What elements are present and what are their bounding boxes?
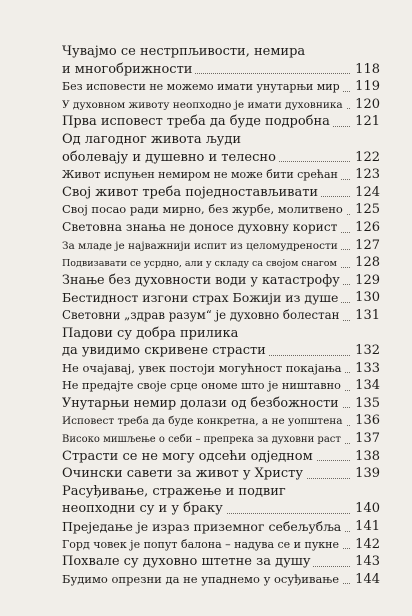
toc-entry-page-number: 137 [352, 430, 380, 448]
toc-entry-title: Исповест треба да буде конкретна, а не уопштена [62, 415, 346, 427]
toc-entry [62, 307, 380, 325]
toc-entry-title: Свој посао ради мирно, без журбе, молитвено [62, 202, 346, 216]
toc-entry-title: Прва исповест треба да буде подробна [62, 114, 333, 129]
toc-entry-title: Бестидност изгони страх Божији из душе [62, 290, 341, 305]
toc-entry-page-number: 136 [352, 412, 380, 430]
toc-entry-page-number: 129 [352, 272, 380, 290]
toc-entry-title: Страсти се не могу одсећи одједном [62, 449, 316, 464]
toc-entry-page-number: 133 [352, 360, 380, 378]
toc-entry-page-number: 118 [352, 61, 380, 79]
toc-entry-page-number: 140 [352, 500, 380, 518]
toc-entry [62, 113, 380, 131]
toc-entry-page-number: 141 [352, 518, 380, 536]
toc-entry-page-number: 142 [352, 536, 380, 554]
toc-entry-title: Световна знања не доносе духовну корист [62, 220, 340, 234]
toc-entry-title: Очински савети за живот у Христу [62, 466, 306, 481]
toc-entry [62, 201, 380, 219]
toc-entry-title: Горд човек је попут балона – надува се и пукне [62, 538, 342, 551]
toc-entry-title: Високо мишљење о себи – препрека за духовни раст [62, 434, 344, 445]
toc-entry-title: Унутарњи немир долази од безбожности [62, 396, 342, 411]
toc-entry-title: Од лагодног живота људи [62, 131, 242, 147]
toc-entry-title: Будимо опрезни да не упаднемо у осуђивање [62, 572, 342, 586]
toc-entry [62, 465, 380, 483]
toc-entry-page-number: 144 [352, 571, 380, 589]
toc-entry-page-number: 138 [352, 448, 380, 466]
toc-entry-page-number: 128 [352, 254, 380, 272]
toc-entry [62, 254, 380, 272]
toc-entry [62, 536, 380, 554]
toc-entry-page-number: 135 [352, 395, 380, 413]
toc-entry [62, 272, 380, 290]
toc-entry-title: У духовном животу неопходно је имати духовника [62, 99, 346, 111]
toc-entry-title: неопходни су и у браку [62, 501, 226, 516]
toc-entry-title: да увидимо скривене страсти [62, 343, 269, 358]
toc-entry-page-number: 126 [352, 219, 380, 237]
toc-entry-title: Падови су добра прилика [62, 325, 239, 341]
toc-entry [62, 377, 380, 395]
toc-entry [62, 553, 380, 571]
toc-entry [62, 61, 380, 79]
toc-entry-page-number: 124 [352, 184, 380, 202]
toc-entry-title: Чувајмо се нестрпљивости, немира [62, 44, 306, 59]
toc-entry-title: За младе је најважнији испит из целомудрености [62, 240, 341, 252]
toc-entry-page-number: 125 [352, 201, 380, 219]
table-of-contents [62, 43, 380, 588]
toc-entry-page-number: 134 [352, 377, 380, 395]
toc-entry [62, 289, 380, 307]
toc-entry [62, 78, 380, 96]
toc-entry-title: оболевају и душевно и телесно [62, 150, 279, 165]
toc-entry-page-number: 127 [352, 237, 380, 255]
toc-entry [62, 184, 380, 202]
toc-entry [62, 500, 380, 518]
toc-entry-page-number: 119 [352, 78, 380, 96]
toc-entry [62, 412, 380, 430]
toc-entry-title: Расуђивање, стражење и подвиг [62, 483, 286, 499]
toc-entry-title: Похвале су духовно штетне за душу [62, 554, 313, 569]
toc-entry-page-number: 122 [352, 149, 380, 167]
toc-entry [62, 149, 380, 167]
toc-entry [62, 219, 380, 237]
toc-entry [62, 518, 380, 536]
toc-entry [62, 131, 380, 149]
toc-entry-page-number: 123 [352, 166, 380, 184]
toc-entry-page-number: 130 [352, 289, 380, 307]
toc-entry-title: Прејeдање је израз приземног себељубља [62, 519, 344, 534]
toc-entry-page-number: 139 [352, 465, 380, 483]
toc-entry [62, 483, 380, 501]
toc-entry [62, 430, 380, 448]
toc-entry [62, 166, 380, 184]
toc-entry-title: Не очајавај, увек постоји могућност покајања [62, 361, 345, 375]
toc-entry-title: и многобрижности [62, 62, 195, 77]
toc-entry-title: Световни „здрав разум“ је духовно болестан [62, 308, 342, 322]
toc-entry-page-number: 143 [352, 553, 380, 571]
toc-entry-title: Не предајте своје срце ономе што је ништавно [62, 379, 344, 392]
toc-entry-title: Подвизавати се усрдно, али у складу са својом снагом [62, 258, 340, 269]
toc-entry [62, 571, 380, 589]
toc-entry [62, 395, 380, 413]
toc-entry [62, 43, 380, 61]
toc-entry [62, 342, 380, 360]
toc-entry [62, 96, 380, 114]
toc-entry [62, 325, 380, 343]
toc-entry-page-number: 131 [352, 307, 380, 325]
toc-entry [62, 448, 380, 466]
toc-entry [62, 360, 380, 378]
toc-entry-page-number: 121 [352, 113, 380, 131]
toc-entry-title: Свој живот треба поједностављивати [62, 185, 321, 200]
toc-entry-title: Знање без духовности води у катастрофу [62, 273, 343, 288]
toc-entry-page-number: 132 [352, 342, 380, 360]
toc-entry-page-number: 120 [352, 96, 380, 114]
toc-entry [62, 237, 380, 255]
toc-entry-title: Без исповести не можемо имати унутарњи мир [62, 80, 343, 93]
toc-entry-title: Живот испуњен немиром не може бити срећан [62, 168, 341, 181]
